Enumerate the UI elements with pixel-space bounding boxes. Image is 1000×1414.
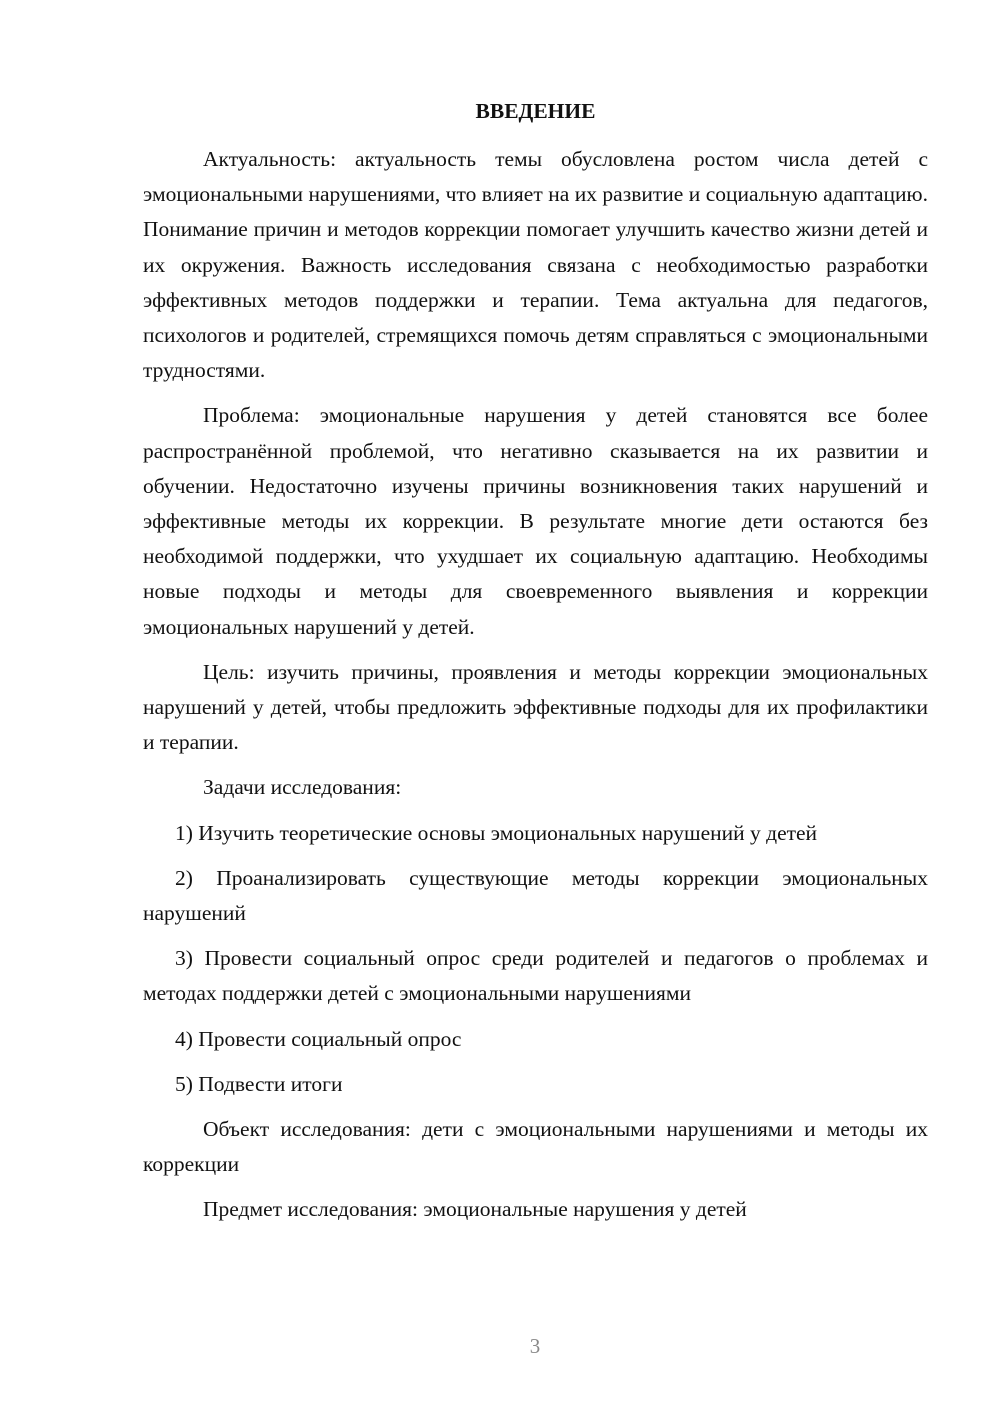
section-title: ВВЕДЕНИЕ (475, 99, 596, 123)
task-item-2: 2) Проанализировать существующие методы коррекции эмоциональных нарушений (143, 865, 928, 926)
document-page (143, 96, 928, 1238)
relevance-paragraph: Актуальность: актуальность темы обусловлена ростом числа детей с эмоциональными нарушениями, что влияет на их развитие и социальную адаптацию. Понимание причин и методов коррекции помогает улучшить качество жизни детей и их окружения. Важность исследования связана с необходимостью разработки эффективных методов поддержки и терапии. Тема актуальна для педагогов, психологов и родителей, стремящихся помочь детям справляться с эмоциональными трудностями. (143, 147, 928, 383)
task-item-4: 4) Провести социальный опрос (175, 1026, 462, 1051)
goal-paragraph: Цель: изучить причины, проявления и методы коррекции эмоциональных нарушений у детей, чтобы предложить эффективные подходы для их профилактики и терапии. (143, 659, 928, 755)
task-item-5: 5) Подвести итоги (175, 1071, 343, 1096)
task-item-3: 3) Провести социальный опрос среди родителей и педагогов о проблемах и методах поддержки детей с эмоциональными нарушениями (143, 946, 928, 1006)
page-number: 3 (529, 1334, 541, 1358)
object-paragraph: Объект исследования: дети с эмоциональными нарушениями и методы их коррекции (143, 1117, 928, 1177)
tasks-heading: Задачи исследования: (203, 775, 402, 800)
task-item-1: 1) Изучить теоретические основы эмоциональных нарушений у детей (175, 820, 818, 845)
subject-paragraph: Предмет исследования: эмоциональные нарушения у детей (203, 1197, 747, 1222)
problem-paragraph: Проблема: эмоциональные нарушения у детей становятся все более распространённой проблемой, что негативно сказывается на их развитии и обучении. Недостаточно изучены причины возникновения таких нарушений и эффективные методы их коррекции. В результате многие дети остаются без необходимой поддержки, что ухудшает их социальную адаптацию. Необходимы новые подходы и методы для своевременного выявления и коррекции эмоциональных нарушений у детей. (143, 403, 928, 639)
